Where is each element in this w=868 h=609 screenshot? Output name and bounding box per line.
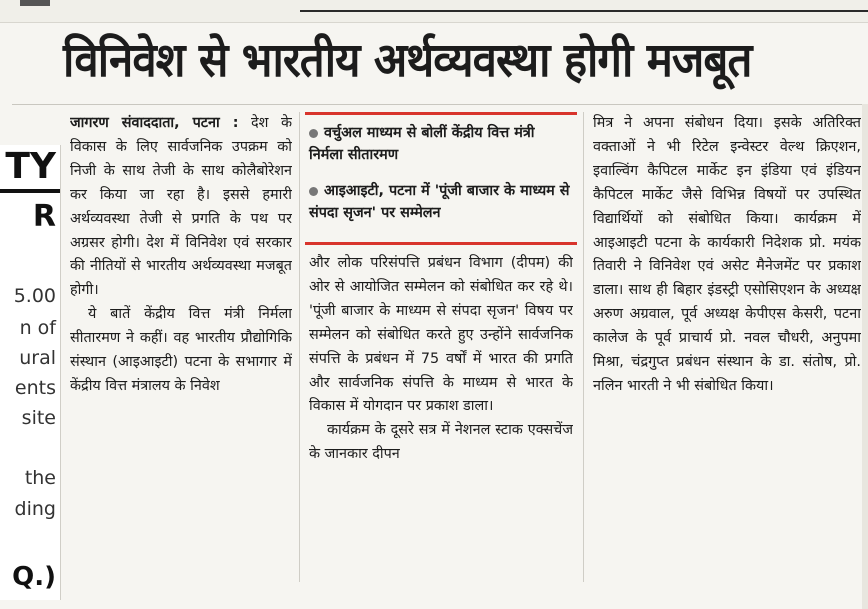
ad-fragment-1: TY	[5, 146, 56, 187]
ad-fragment-3: 5.00	[13, 285, 56, 307]
right-page-edge	[862, 104, 868, 609]
headline-divider	[12, 104, 862, 105]
top-strip	[0, 0, 868, 23]
ad-fragment-5: ural	[19, 347, 56, 369]
highlight-text-2: आइआइटी, पटना में 'पूंजी बाजार के माध्यम से संपदा सृजन' पर सम्मेलन	[309, 183, 570, 221]
highlight-text-1: वर्चुअल माध्यम से बोलीं केंद्रीय वित्त मंत्री निर्मला सीतारमण	[309, 125, 535, 163]
column-separator-2	[583, 112, 584, 582]
ad-fragment-9: ding	[14, 498, 56, 520]
ad-fragment-6: ents	[14, 377, 56, 399]
bullet-dot-icon	[309, 187, 318, 196]
ad-fragment-7: site	[21, 407, 56, 429]
ad-fragment-10: Q.)	[12, 562, 56, 592]
ad-fragment-8: the	[24, 467, 56, 489]
headline: विनिवेश से भारतीय अर्थव्यवस्था होगी मजबूत	[63, 33, 752, 88]
ad-fragment-4: n of	[19, 317, 56, 339]
column-separator-1	[299, 112, 300, 582]
article-paragraph-3: और लोक परिसंपत्ति प्रबंधन विभाग (दीपम) की ओर से आयोजित सम्मेलन को संबोधित कर रहे थे। 'पूंजी बाजार के माध्यम से संपदा सृजन' विषय पर सम्मेलन को संबोधित करते हुए उन्होंने सार्वजनिक संपत्ति के प्रबंधन में 75 वर्षों में भारत की प्रगति और सार्वजनिक संपत्ति के माध्यम से भारत के विकास में योगदान पर प्रकाश डाला।	[309, 255, 573, 415]
highlights-top-rule	[305, 112, 577, 115]
adjacent-ad-fragment	[0, 145, 61, 600]
dateline: जागरण संवाददाता, पटना :	[70, 115, 239, 131]
ad-fragment-2: R	[32, 199, 56, 234]
article-paragraph-4: कार्यक्रम के दूसरे सत्र में नेशनल स्टाक एक्सचेंज के जानकार दीपन	[309, 422, 573, 463]
highlights-box	[305, 112, 577, 248]
article-column-3	[593, 112, 861, 602]
article-paragraph-2: ये बातें केंद्रीय वित्त मंत्री निर्मला सीतारमण ने कहीं। वह भारतीय प्रौद्योगिकि संस्थान (आइआइटी) पटना के सभागार में केंद्रीय वित्त मंत्रालय के निवेश	[70, 306, 292, 394]
top-strip-rule	[300, 10, 868, 12]
ad-fragment-bar	[0, 189, 60, 193]
highlight-item-1	[309, 122, 571, 166]
highlights-bottom-rule	[305, 242, 577, 245]
article-paragraph-5: मित्र ने अपना संबोधन दिया। इसके अतिरिक्त वक्ताओं ने भी रिटेल इन्वेस्टर वेल्थ क्रिएशन, इवाल्विंग कैपिटल मार्केट इन इंडिया एवं इंडियन कैपिटल मार्केट जैसे विभिन्न विषयों पर उपस्थित विद्यार्थियों को संबोधित किया। कार्यक्रम में आइआइटी पटना के कार्यकारी निदेशक प्रो. मयंक तिवारी ने विनिवेश एवं असेट मैनेजमेंट पर प्रकाश डाला। साथ ही बिहार इंडस्ट्री एसोसिएशन के अध्यक्ष अरुण अग्रवाल, पूर्व अध्यक्ष केपीएस केसरी, पटना कालेज के पूर्व प्राचार्य प्रो. नवल चौधरी, अनुपमा मिश्रा, चंद्रगुप्त प्रबंधन संस्थान के डा. संतोष, प्रो. नलिन भारती ने भी संबोधित किया।	[593, 115, 861, 394]
article-paragraph-1	[70, 112, 292, 303]
top-strip-mark	[20, 0, 50, 6]
article-column-2	[309, 252, 573, 592]
paragraph-1-text: देश के विकास के लिए सार्वजनिक उपक्रम को निजी के साथ तेजी के साथ कोलैबोरेशन कर किया जा रहा है। इससे हमारी अर्थव्यवस्था तेजी से प्रगति के पथ पर अग्रसर होगी। देश में विनिवेश एवं सरकार की नीतियों से भारतीय अर्थव्यवस्था मजबूत होगी।	[70, 115, 292, 299]
article-column-1	[70, 112, 292, 602]
highlight-item-2	[309, 180, 571, 224]
bullet-dot-icon	[309, 129, 318, 138]
